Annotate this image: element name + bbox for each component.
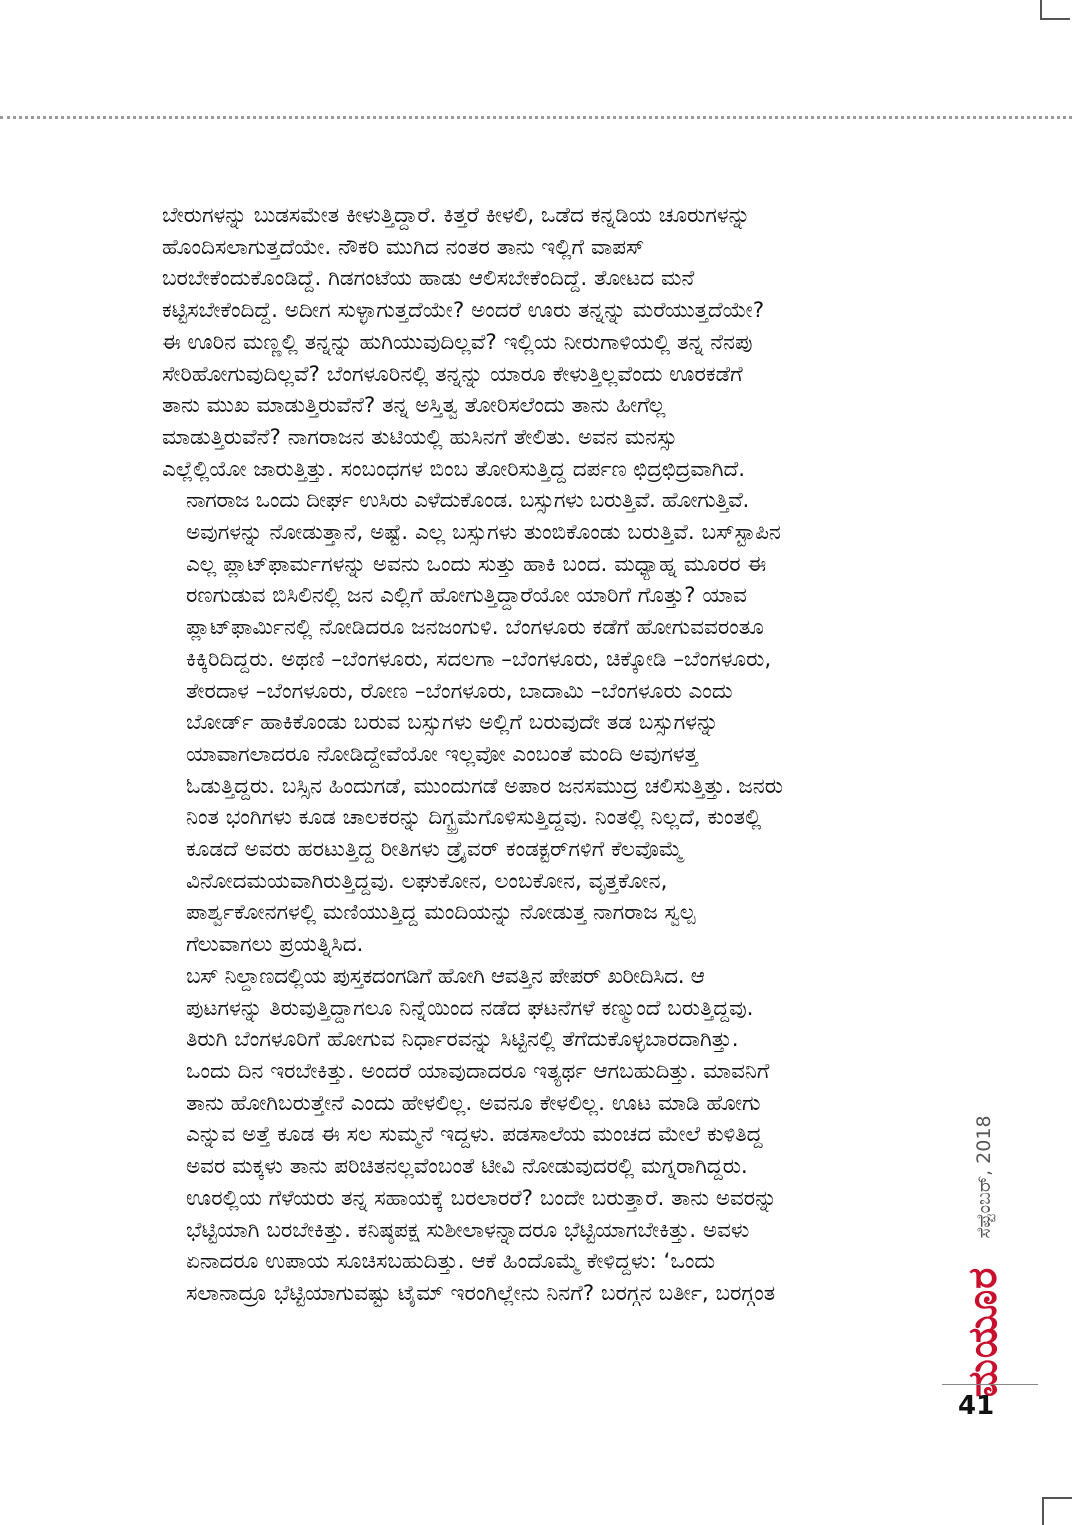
text-line: ನಾಗರಾಜ ಒಂದು ದೀರ್ಘ ಉಸಿರು ಎಳೆದುಕೊಂಡ. ಬಸ್ಸುಗಳು ಬರುತ್ತಿವೆ. ಹೋಗುತ್ತಿವೆ.: [186, 488, 749, 514]
text-line: ಎಲ್ಲ ಪ್ಲಾಟ್‌ಫಾರ್ಮಗಳನ್ನು ಅವನು ಒಂದು ಸುತ್ತು ಹಾಕಿ ಬಂದ. ಮಧ್ಯಾಹ್ನ ಮೂರರ ಈ: [186, 551, 767, 577]
text-line: ಬಸ್ ನಿಲ್ದಾಣದಲ್ಲಿಯ ಪುಸ್ತಕದಂಗಡಿಗೆ ಹೋಗಿ ಆವತ್ತಿನ ಪೇಪರ್ ಖರೀದಿಸಿದ. ಆ: [186, 963, 705, 989]
text-line: ರಣಗುಡುವ ಬಿಸಿಲಿನಲ್ಲಿ ಜನ ಎಲ್ಲಿಗೆ ಹೋಗುತ್ತಿದ್ದಾರೆಯೋ ಯಾರಿಗೆ ಗೊತ್ತು? ಯಾವ: [186, 583, 747, 609]
text-line: ಬೇರುಗಳನ್ನು ಬುಡಸಮೇತ ಕೀಳುತ್ತಿದ್ದಾರೆ. ಕಿತ್ತರೆ ಕೀಳಲಿ, ಒಡೆದ ಕನ್ನಡಿಯ ಚೂರುಗಳನ್ನು: [162, 203, 751, 228]
text-line: ಕಟ್ಟಿಸಬೇಕೆಂದಿದ್ದೆ. ಅದೀಗ ಸುಳ್ಳಾಗುತ್ತದೆಯೇ? ಅಂದರೆ ಊರು ತನ್ನನ್ನು ಮರೆಯುತ್ತದೆಯೇ?: [162, 298, 765, 324]
text-line: ಹೊಂದಿಸಲಾಗುತ್ತದೆಯೇ. ನೌಕರಿ ಮುಗಿದ ನಂತರ ತಾನು ಇಲ್ಲಿಗೆ ವಾಪಸ್: [162, 234, 645, 260]
text-line: ಏನಾದರೂ ಉಪಾಯ ಸೂಚಿಸಬಹುದಿತ್ತು. ಆಕೆ ಹಿಂದೊಮ್ಮೆ ಕೇಳಿದ್ದಳು: ‘ಒಂದು: [186, 1249, 716, 1275]
text-line: ಬರಬೇಕೆಂದುಕೊಂಡಿದ್ದೆ. ಗಿಡಗಂಟೆಯ ಹಾಡು ಆಲಿಸಬೇಕೆಂದಿದ್ದೆ. ತೋಟದ ಮನೆ: [162, 266, 695, 292]
text-line: ತಾನು ಮುಖ ಮಾಡುತ್ತಿರುವೆನೆ? ತನ್ನ ಅಸ್ತಿತ್ವ ತೋರಿಸಲೆಂದು ತಾನು ಹೀಗೆಲ್ಲ: [162, 393, 666, 419]
page-number: 41: [958, 1391, 995, 1421]
text-line: ಎನ್ನುವ ಅತ್ತೆ ಕೂಡ ಈ ಸಲ ಸುಮ್ಮನೆ ಇದ್ದಳು. ಪಡಸಾಲೆಯ ಮಂಚದ ಮೇಲೆ ಕುಳಿತಿದ್ದ: [186, 1122, 763, 1148]
text-line: ಬೋರ್ಡ್ ಹಾಕಿಕೊಂಡು ಬರುವ ಬಸ್ಸುಗಳು ಅಲ್ಲಿಗೆ ಬರುವುದೇ ತಡ ಬಸ್ಸುಗಳನ್ನು: [186, 710, 719, 736]
text-line: ನಿಂತ ಭಂಗಿಗಳು ಕೂಡ ಚಾಲಕರನ್ನು ದಿಗ್ಭ್ರಮೆಗೊಳಿಸುತ್ತಿದ್ದವು. ನಿಂತಲ್ಲಿ ನಿಲ್ಲದೆ, ಕುಂತಲ್ಲಿ: [186, 805, 762, 831]
text-line: ಕಿಕ್ಕಿರಿದಿದ್ದರು. ಅಥಣಿ –ಬೆಂಗಳೂರು, ಸದಲಗಾ –ಬೆಂಗಳೂರು, ಚಿಕ್ಕೋಡಿ –ಬೆಂಗಳೂರು,: [186, 646, 772, 672]
text-line: ಓಡುತ್ತಿದ್ದರು. ಬಸ್ಸಿನ ಹಿಂದುಗಡೆ, ಮುಂದುಗಡೆ ಅಪಾರ ಜನಸಮುದ್ರ ಚಲಿಸುತ್ತಿತ್ತು. ಜನರು: [186, 773, 783, 799]
text-line: ಅವುಗಳನ್ನು ನೋಡುತ್ತಾನೆ, ಅಷ್ಟೆ. ಎಲ್ಲ ಬಸ್ಸುಗಳು ತುಂಬಿಕೊಂಡು ಬರುತ್ತಿವೆ. ಬಸ್‌ಸ್ಟಾಪಿನ: [186, 520, 781, 546]
text-line: ಊರಲ್ಲಿಯ ಗೆಳೆಯರು ತನ್ನ ಸಹಾಯಕ್ಕೆ ಬರಲಾರರೆ? ಬಂದೇ ಬರುತ್ತಾರೆ. ತಾನು ಅವರನ್ನು: [186, 1185, 777, 1211]
text-line: ಕೂಡದೆ ಅವರು ಹರಟುತ್ತಿದ್ದ ರೀತಿಗಳು ಡ್ರೈವರ್ ಕಂಡಕ್ಟರ್‌ಗಳಿಗೆ ಕೆಲವೊಮ್ಮೆ: [186, 837, 684, 863]
text-line: ಅವರ ಮಕ್ಕಳು ತಾನು ಪರಿಚಿತನಲ್ಲವೆಂಬಂತೆ ಟೀವಿ ನೋಡುವುದರಲ್ಲಿ ಮಗ್ನರಾಗಿದ್ದರು.: [186, 1154, 748, 1180]
dotted-header-rule: [0, 116, 1072, 119]
text-line: ಒಂದು ದಿನ ಇರಬೇಕಿತ್ತು. ಅಂದರೆ ಯಾವುದಾದರೂ ಇತ್ಯರ್ಥ ಆಗಬಹುದಿತ್ತು. ಮಾವನಿಗೆ: [186, 1058, 770, 1084]
text-line: ಯಾವಾಗಲಾದರೂ ನೋಡಿದ್ದೇವೆಯೋ ಇಲ್ಲವೋ ಎಂಬಂತೆ ಮಂದಿ ಅವುಗಳತ್ತ: [186, 741, 698, 767]
text-line: ಸೇರಿಹೋಗುವುದಿಲ್ಲವೆ? ಬೆಂಗಳೂರಿನಲ್ಲಿ ತನ್ನನ್ನು ಯಾರೂ ಕೇಳುತ್ತಿಲ್ಲವೆಂದು ಊರಕಡೆಗೆ: [162, 361, 743, 387]
text-line: ತಿರುಗಿ ಬೆಂಗಳೂರಿಗೆ ಹೋಗುವ ನಿರ್ಧಾರವನ್ನು ಸಿಟ್ಟಿನಲ್ಲಿ ತೆಗೆದುಕೊಳ್ಳಬಾರದಾಗಿತ್ತು.: [186, 1027, 739, 1053]
text-line: ಪುಟಗಳನ್ನು ತಿರುವುತ್ತಿದ್ದಾಗಲೂ ನಿನ್ನೆಯಿಂದ ನಡೆದ ಘಟನೆಗಳೆ ಕಣ್ಮುಂದೆ ಬರುತ್ತಿದ್ದವು.: [186, 995, 754, 1021]
paragraph-3: [162, 961, 908, 1310]
text-line: ಈ ಊರಿನ ಮಣ್ಣಲ್ಲಿ ತನ್ನನ್ನು ಹುಗಿಯುವುದಿಲ್ಲವೆ? ಇಲ್ಲಿಯ ನೀರುಗಾಳಿಯಲ್ಲಿ ತನ್ನ ನೆನಪು: [162, 329, 753, 355]
text-line: ಎಲ್ಲೆಲ್ಲಿಯೋ ಜಾರುತ್ತಿತ್ತು. ಸಂಬಂಧಗಳ ಬಿಂಬ ತೋರಿಸುತ್ತಿದ್ದ ದರ್ಪಣ ಛಿದ್ರಛಿದ್ರವಾಗಿದೆ.: [162, 456, 746, 482]
paragraph-1: [162, 200, 908, 485]
issue-date-text: ಸೆಪ್ಟೆಂಬರ್, 2018: [973, 1115, 995, 1239]
text-line: ತಾನು ಹೋಗಿಬರುತ್ತೇನೆ ಎಂದು ಹೇಳಲಿಲ್ಲ. ಅವನೂ ಕೇಳಲಿಲ್ಲ. ಊಟ ಮಾಡಿ ಹೋಗು: [186, 1090, 761, 1116]
text-line: ಮಾಡುತ್ತಿರುವೆನೆ? ನಾಗರಾಜನ ತುಟಿಯಲ್ಲಿ ಹುಸಿನಗೆ ತೇಲಿತು. ಅವನ ಮನಸ್ಸು: [162, 424, 678, 450]
crop-mark-bottom-right: [1042, 1497, 1072, 1525]
text-line: ತೇರದಾಳ –ಬೆಂಗಳೂರು, ರೋಣ –ಬೆಂಗಳೂರು, ಬಾದಾಮಿ –ಬೆಂಗಳೂರು ಎಂದು: [186, 678, 733, 704]
article-body: [162, 200, 908, 1310]
text-line: ಭೆಟ್ಟಿಯಾಗಿ ಬರಬೇಕಿತ್ತು. ಕನಿಷ್ಠಪಕ್ಷ ಸುಶೀಲಾಳನ್ನಾದರೂ ಭೆಟ್ಟಿಯಾಗಬೇಕಿತ್ತು. ಅವಳು: [186, 1217, 750, 1243]
footer-rule: [942, 1384, 1038, 1385]
text-line: ವಿನೋದಮಯವಾಗಿರುತ್ತಿದ್ದವು. ಲಘುಕೋನ, ಲಂಬಕೋನ, ವೃತ್ತಕೋನ,: [186, 868, 668, 894]
text-line: ಸಲಾನಾದ್ರೂ ಭೆಟ್ಟಿಯಾಗುವಷ್ಟು ಟೈಮ್ ಇರಂಗಿಲ್ಲೇನು ನಿನಗೆ? ಬರಗ್ಗನ ಬರ್ತೀ, ಬರಗ್ಗಂತ: [186, 1280, 776, 1306]
crop-mark-top-right: [1040, 0, 1070, 20]
text-line: ಗೆಲುವಾಗಲು ಪ್ರಯತ್ನಿಸಿದ.: [186, 932, 364, 958]
paragraph-2: [162, 485, 908, 961]
magazine-masthead: [950, 1266, 1016, 1398]
text-line: ಪ್ಲಾಟ್‌ಫಾರ್ಮಿನಲ್ಲಿ ನೋಡಿದರೂ ಜನಜಂಗುಳಿ. ಬೆಂಗಳೂರು ಕಡೆಗೆ ಹೋಗುವವರಂತೂ: [186, 615, 764, 641]
magazine-name: ಮಯೂರ: [960, 1266, 1006, 1398]
text-line: ಪಾರ್ಶ್ವಕೋನಗಳಲ್ಲಿ ಮಣಿಯುತ್ತಿದ್ದ ಮಂದಿಯನ್ನು ನೋಡುತ್ತ ನಾಗರಾಜ ಸ್ವಲ್ಪ: [186, 900, 696, 926]
issue-date: [952, 1092, 1016, 1262]
